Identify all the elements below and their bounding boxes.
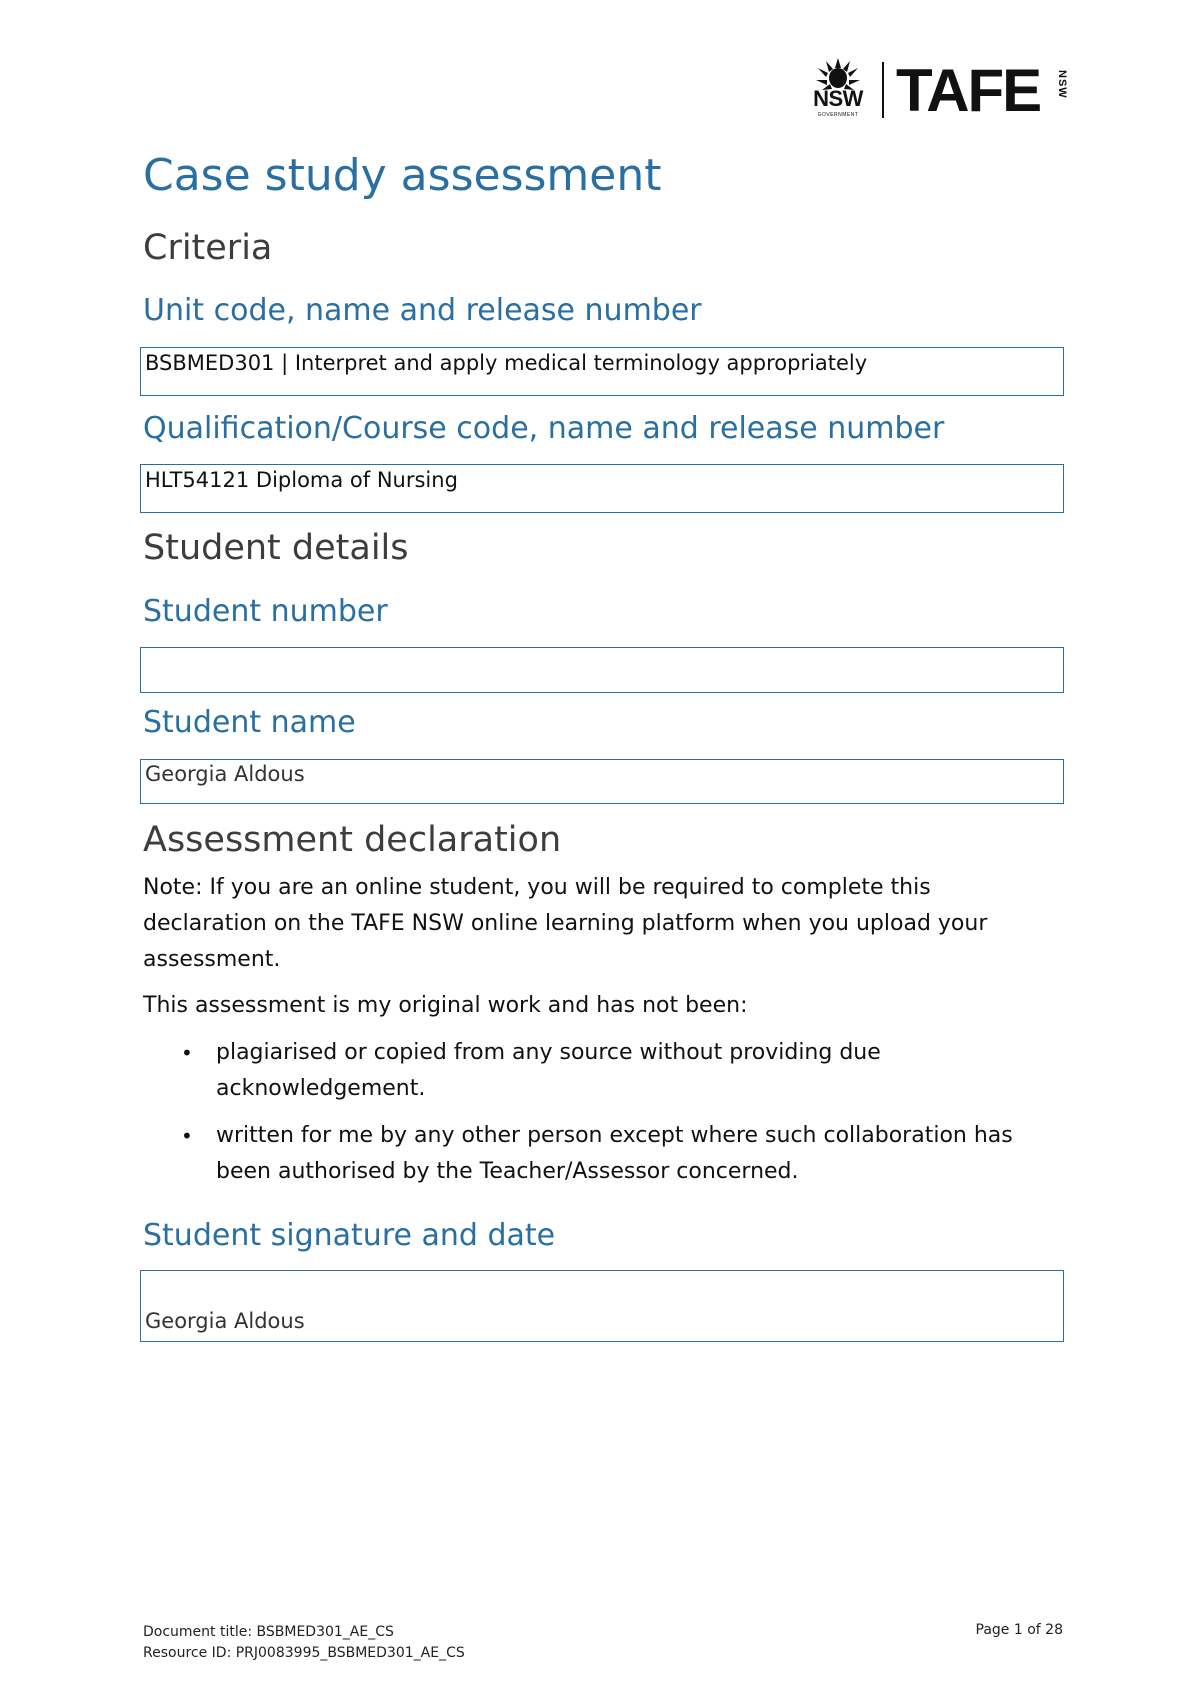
declaration-note: Note: If you are an online student, you will be required to complete this declaration on the TAFE NSW online learning platform when you upload your assessment. [143,875,988,972]
student-name-field[interactable] [140,759,1064,804]
nsw-logo-text: NSW [813,86,863,111]
qualification-field[interactable] [140,464,1064,513]
nsw-logo-subtext: GOVERNMENT [817,112,859,118]
unit-code-field[interactable] [140,347,1064,396]
qualification-label: Qualification/Course code, name and release number [143,411,945,446]
tafe-logo-text: TAFE [896,57,1041,124]
signature-field[interactable] [140,1270,1064,1342]
declaration-bullet-list [143,1035,1043,1201]
page-title: Case study assessment [143,150,662,201]
tafe-nsw-logo [808,56,1068,126]
student-number-label: Student number [143,594,388,629]
declaration-intro: This assessment is my original work and has not been: [143,993,748,1018]
logo-divider [882,62,884,118]
footer-document-title: Document title: BSBMED301_AE_CS [143,1624,394,1640]
bullet-icon: • [181,1124,193,1148]
page-footer [143,1622,1063,1664]
bullet-icon: • [181,1041,193,1065]
tafe-logo-nsw-text: NSW [1056,70,1068,99]
student-number-field[interactable] [140,647,1064,693]
list-item [143,1118,1043,1190]
footer-page-number: Page 1 of 28 [975,1622,1063,1638]
qualification-value: HLT54121 Diploma of Nursing [145,468,458,492]
signature-label: Student signature and date [143,1218,556,1253]
nsw-government-logo [808,56,868,122]
footer-resource-id: Resource ID: PRJ0083995_BSBMED301_AE_CS [143,1645,465,1661]
student-name-value: Georgia Aldous [145,762,305,786]
bullet-text: plagiarised or copied from any source without providing due acknowledgement. [216,1040,881,1101]
bullet-text: written for me by any other person except where such collaboration has been authorised by the Teacher/Assessor concerned. [216,1123,1013,1184]
student-details-heading: Student details [143,528,409,568]
assessment-declaration-heading: Assessment declaration [143,820,562,860]
list-item [143,1035,1043,1107]
student-name-label: Student name [143,705,356,740]
unit-code-label: Unit code, name and release number [143,293,702,328]
criteria-heading: Criteria [143,228,273,268]
signature-value: Georgia Aldous [145,1309,305,1333]
unit-code-value: BSBMED301 | Interpret and apply medical terminology appropriately [145,351,868,375]
